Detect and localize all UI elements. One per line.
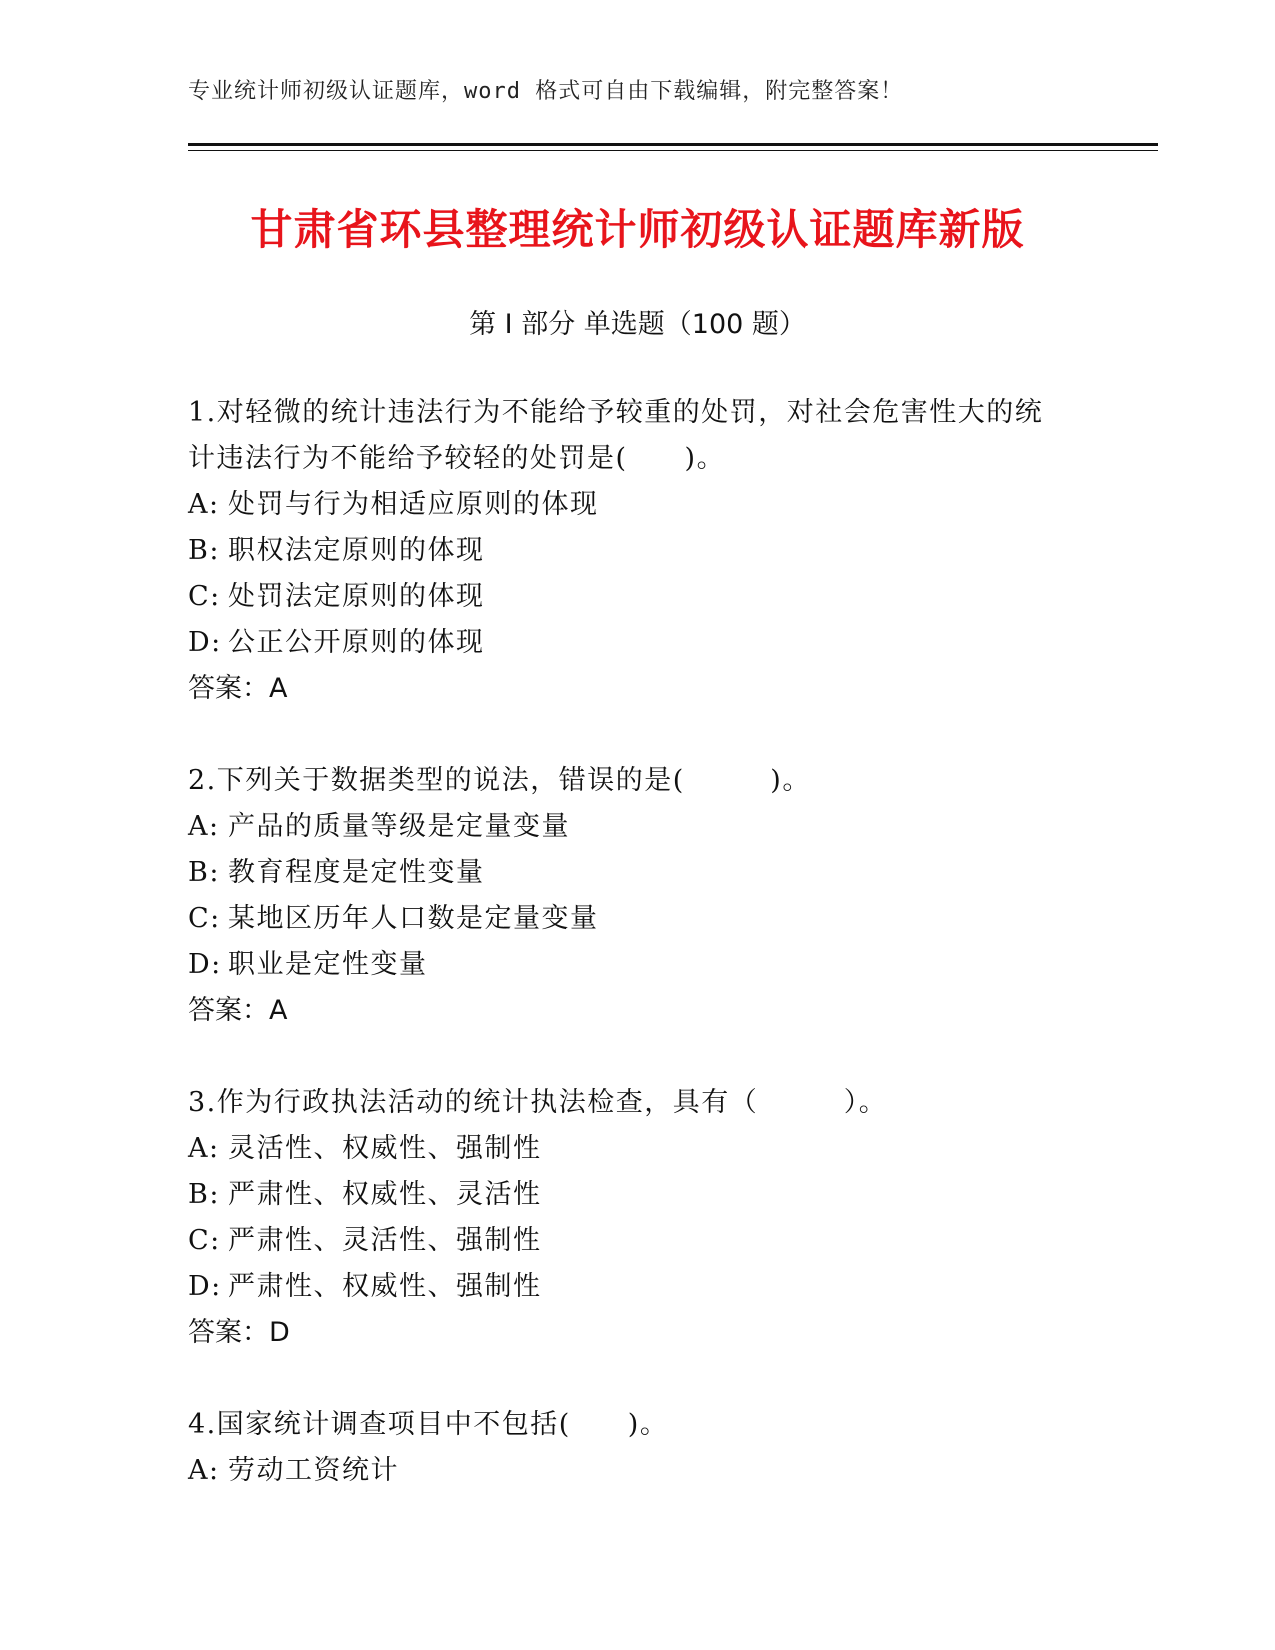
option-d bbox=[188, 1264, 1068, 1310]
option-letter: A: bbox=[188, 1133, 220, 1164]
option-text: 严肃性、灵活性、强制性 bbox=[228, 1225, 542, 1256]
question-2 bbox=[188, 758, 1068, 1034]
header-note: 专业统计师初级认证题库，word 格式可自由下载编辑，附完整答案！ bbox=[188, 79, 904, 104]
option-letter: C: bbox=[188, 1225, 221, 1256]
option-a bbox=[188, 482, 1068, 528]
option-d bbox=[188, 620, 1068, 666]
option-text: 严肃性、权威性、灵活性 bbox=[228, 1179, 542, 1210]
question-3 bbox=[188, 1080, 1068, 1356]
option-text: 严肃性、权威性、强制性 bbox=[228, 1271, 542, 1302]
option-c bbox=[188, 896, 1068, 942]
answer-line: 答案：D bbox=[188, 1317, 290, 1348]
answer-line: 答案：A bbox=[188, 673, 288, 704]
option-text: 教育程度是定性变量 bbox=[228, 857, 485, 888]
option-c bbox=[188, 574, 1068, 620]
option-letter: A: bbox=[188, 489, 220, 520]
option-text: 处罚法定原则的体现 bbox=[228, 581, 485, 612]
option-a bbox=[188, 1126, 1068, 1172]
question-list bbox=[188, 390, 1068, 1540]
question-stem: 4.国家统计调查项目中不包括( )。 bbox=[188, 1409, 669, 1440]
option-letter: A: bbox=[188, 1455, 220, 1486]
option-text: 某地区历年人口数是定量变量 bbox=[228, 903, 599, 934]
answer-line: 答案：A bbox=[188, 995, 288, 1026]
option-b bbox=[188, 528, 1068, 574]
option-letter: D: bbox=[188, 949, 222, 980]
option-b bbox=[188, 850, 1068, 896]
question-4 bbox=[188, 1402, 1068, 1494]
option-text: 公正公开原则的体现 bbox=[228, 627, 485, 658]
option-d bbox=[188, 942, 1068, 988]
option-a bbox=[188, 804, 1068, 850]
option-text: 产品的质量等级是定量变量 bbox=[228, 811, 570, 842]
option-letter: D: bbox=[188, 627, 222, 658]
question-stem: 1.对轻微的统计违法行为不能给予较重的处罚，对社会危害性大的统计违法行为不能给予较轻的处罚是( )。 bbox=[188, 397, 1044, 474]
option-text: 职业是定性变量 bbox=[228, 949, 428, 980]
header-rule-thin bbox=[188, 150, 1158, 151]
option-letter: B: bbox=[188, 535, 220, 566]
option-b bbox=[188, 1172, 1068, 1218]
option-letter: B: bbox=[188, 1179, 220, 1210]
question-stem: 3.作为行政执法活动的统计执法检查，具有（ ）。 bbox=[188, 1087, 888, 1118]
option-letter: D: bbox=[188, 1271, 222, 1302]
question-1 bbox=[188, 390, 1068, 712]
option-letter: A: bbox=[188, 811, 220, 842]
document-title: 甘肃省环县整理统计师初级认证题库新版 bbox=[250, 205, 1025, 254]
header-rule-thick bbox=[188, 143, 1158, 146]
option-text: 灵活性、权威性、强制性 bbox=[228, 1133, 542, 1164]
option-letter: C: bbox=[188, 903, 221, 934]
section-title: 第 I 部分 单选题（100 题） bbox=[469, 309, 806, 340]
option-a bbox=[188, 1448, 1068, 1494]
option-text: 处罚与行为相适应原则的体现 bbox=[228, 489, 599, 520]
option-text: 劳动工资统计 bbox=[228, 1455, 399, 1486]
option-c bbox=[188, 1218, 1068, 1264]
option-text: 职权法定原则的体现 bbox=[228, 535, 485, 566]
option-letter: B: bbox=[188, 857, 220, 888]
question-stem: 2.下列关于数据类型的说法，错误的是( )。 bbox=[188, 765, 811, 796]
option-letter: C: bbox=[188, 581, 221, 612]
